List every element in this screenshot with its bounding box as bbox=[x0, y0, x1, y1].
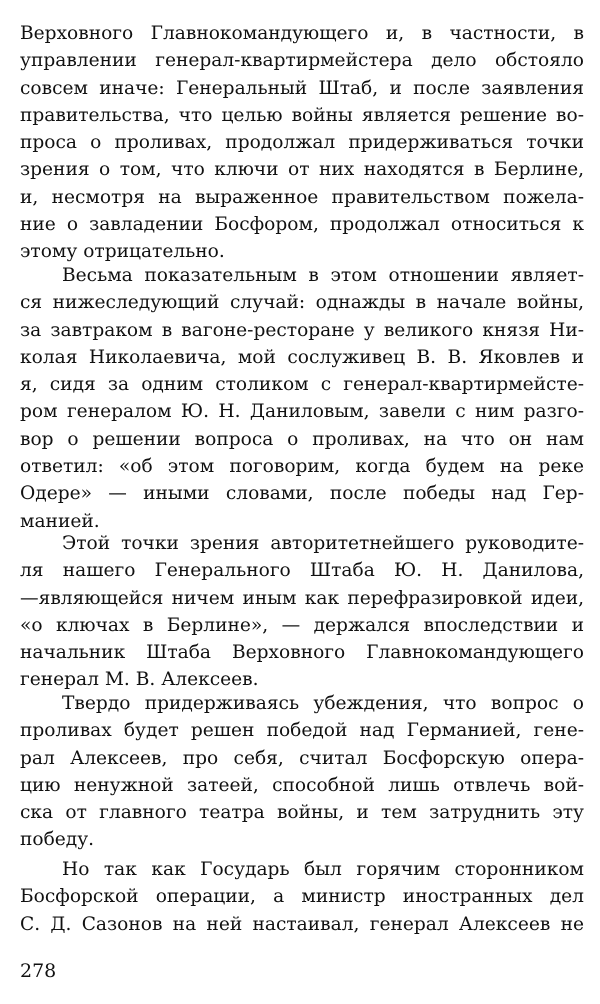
text-line: правительства, что целью войны является решение во- bbox=[20, 104, 584, 126]
text-line: Твердо придерживаясь убеждения, что вопрос о bbox=[62, 693, 584, 714]
paragraph-4 bbox=[20, 690, 584, 854]
text-line: я, сидя за одним столиком с генерал-квартирмейсте- bbox=[20, 374, 584, 396]
paragraph-5 bbox=[20, 856, 584, 938]
page-number: 278 bbox=[20, 960, 57, 982]
text-line: манией. bbox=[20, 510, 100, 532]
paragraph-2 bbox=[20, 262, 584, 535]
text-line: ся нижеследующий случай: однажды в начале войны, bbox=[20, 292, 584, 314]
paragraph-3 bbox=[20, 530, 584, 694]
text-line: ска от главного театра войны, и тем затруднить эту bbox=[20, 802, 584, 824]
text-line: Верховного Главнокомандующего и, в частности, в bbox=[20, 23, 584, 44]
text-line: ля нашего Генерального Штаба Ю. Н. Данилова, bbox=[20, 560, 584, 582]
text-line: победу. bbox=[20, 829, 95, 851]
text-line: начальник Штаба Верховного Главнокомандующего bbox=[20, 642, 584, 664]
text-line: Босфорской операции, а министр иностранных дел bbox=[20, 886, 584, 908]
text-line: Весьма показательным в этом отношении являет- bbox=[62, 265, 584, 286]
text-line: —являющейся ничем иным как перефразировкой идеи, bbox=[20, 587, 584, 609]
text-line: колая Николаевича, мой сослуживец В. В. Яковлев и bbox=[20, 346, 584, 368]
text-line: зрения о том, что ключи от них находятся в Берлине, bbox=[20, 159, 584, 181]
text-line: цию ненужной затеей, способной лишь отвлечь вой- bbox=[20, 774, 584, 796]
text-line: генерал М. В. Алексеев. bbox=[20, 669, 259, 691]
text-line: Этой точки зрения авторитетнейшего руководите- bbox=[62, 533, 584, 554]
text-line: проса о проливах, продолжал придерживаться точки bbox=[20, 132, 584, 154]
paragraph-1 bbox=[20, 20, 584, 266]
text-line: управлении генерал-квартирмейстера дело обстояло bbox=[20, 50, 584, 72]
text-line: совсем иначе: Генеральный Штаб, и после заявления bbox=[20, 77, 584, 99]
text-line: «о ключах в Берлине», — держался впоследствии и bbox=[20, 614, 584, 636]
text-line: ответил: «об этом поговорим, когда будем на реке bbox=[20, 456, 584, 478]
text-line: ние о завладении Босфором, продолжал относиться к bbox=[20, 214, 584, 236]
text-line: вор о решении вопроса о проливах, на что он нам bbox=[20, 428, 584, 450]
text-line: этому отрицательно. bbox=[20, 241, 225, 263]
text-line: Одере» — иными словами, после победы над Гер- bbox=[20, 483, 584, 505]
text-line: и, несмотря на выраженное правительством пожела- bbox=[20, 186, 584, 208]
text-line: за завтраком в вагоне-ресторане у великого князя Ни- bbox=[20, 319, 584, 341]
text-line: рал Алексеев, про себя, считал Босфорскую опера- bbox=[20, 747, 584, 769]
text-line: С. Д. Сазонов на ней настаивал, генерал Алексеев не bbox=[20, 913, 584, 935]
text-line: Но так как Государь был горячим сторонником bbox=[62, 859, 584, 880]
text-line: ром генералом Ю. Н. Даниловым, завели с ним разго- bbox=[20, 401, 584, 423]
text-line: проливах будет решен победой над Германией, гене- bbox=[20, 720, 584, 742]
